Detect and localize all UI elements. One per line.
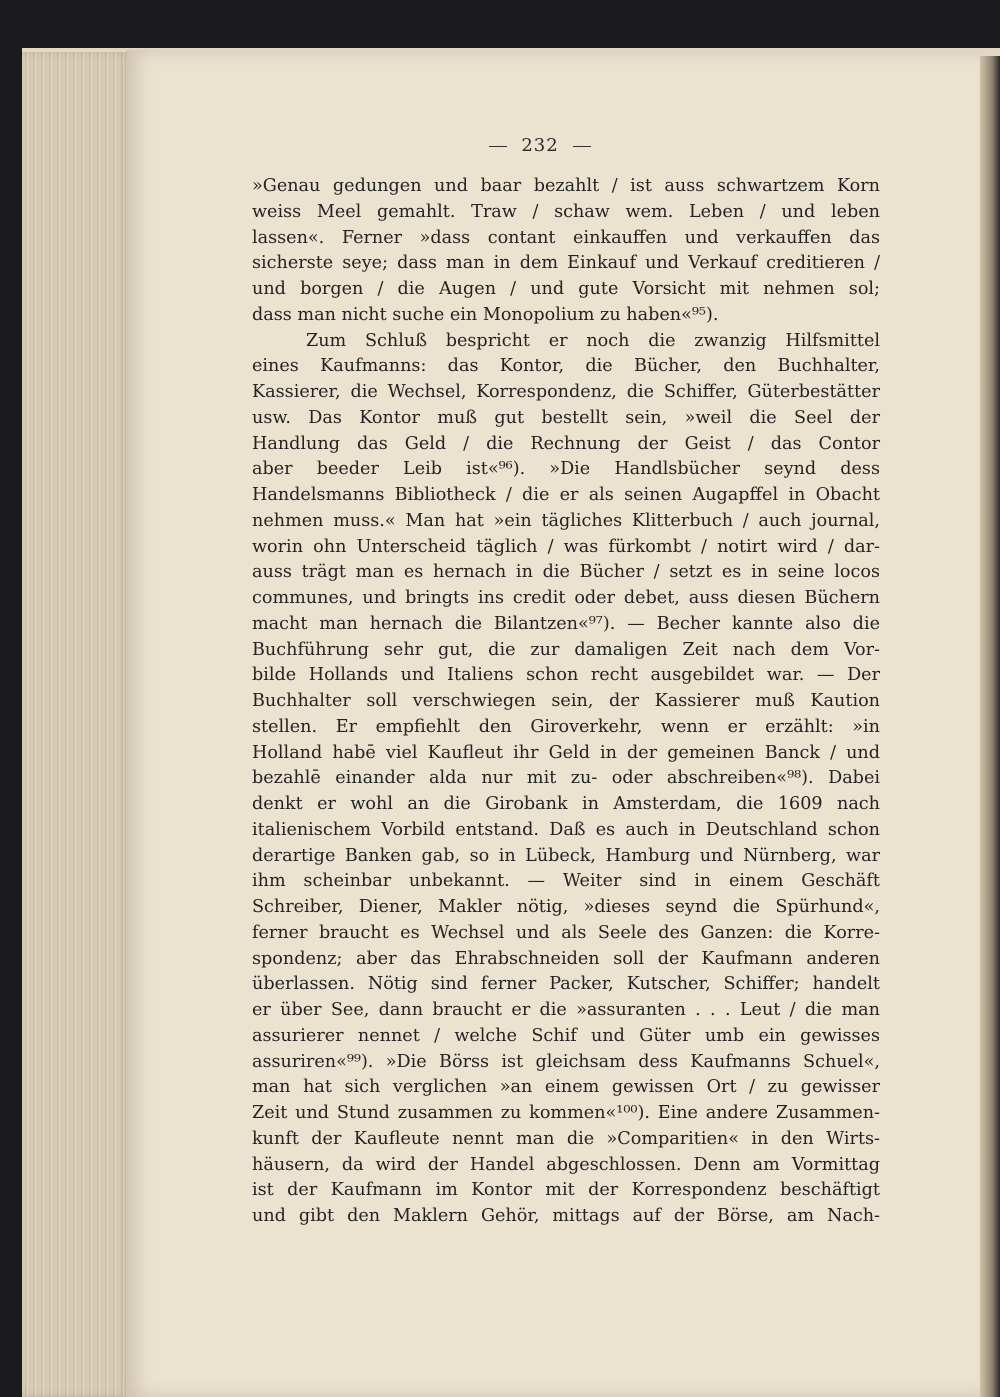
text-line: nehmen muss.« Man hat »ein tägliches Klitterbuch / auch journal, — [252, 510, 880, 531]
text-line: worin ohn Unterscheid täglich / was fürkombt / notirt wird / dar- — [252, 536, 880, 557]
text-line: Buchführung sehr gut, die zur damaligen Zeit nach dem Vor- — [252, 639, 880, 660]
text-line: ihm scheinbar unbekannt. — Weiter sind in einem Geschäft — [252, 871, 880, 892]
text-line: dass man nicht suche ein Monopolium zu haben«⁹⁵). — [252, 304, 719, 325]
text-line: Zum Schluß bespricht er noch die zwanzig Hilfsmittel — [306, 330, 880, 351]
text-line: assurierer nennet / welche Schif und Güter umb ein gewisses — [252, 1025, 880, 1046]
text-line: kunft der Kaufleute nennt man die »Comparitien« in den Wirts- — [252, 1128, 880, 1149]
page-right-edge — [980, 56, 1000, 1397]
text-line: häusern, da wird der Handel abgeschlossen. Denn am Vormittag — [252, 1154, 880, 1175]
text-line: »Genau gedungen und baar bezahlt / ist auss schwartzem Korn — [252, 176, 880, 196]
text-line: denkt er wohl an die Girobank in Amsterdam, die 1609 nach — [252, 794, 880, 814]
text-line: ferner braucht es Wechsel und als Seele des Ganzen: die Korre- — [252, 922, 880, 943]
text-line: bezahlē einander alda nur mit zu- oder abschreiben«⁹⁸). Dabei — [252, 768, 880, 789]
text-line: assuriren«⁹⁹). »Die Börss ist gleichsam dess Kaufmanns Schuel«, — [252, 1051, 880, 1072]
text-line: auss trägt man es hernach in die Bücher / setzt es in seine locos — [252, 562, 880, 583]
text-line: macht man hernach die Bilantzen«⁹⁷). — Becher kannte also die — [252, 613, 880, 634]
text-line: stellen. Er empfiehlt den Giroverkehr, wenn er erzählt: »in — [252, 716, 880, 737]
text-line: bilde Hollands und Italiens schon recht ausgebildet war. — Der — [252, 665, 880, 686]
dash-left — [489, 146, 507, 147]
text-line: derartige Banken gab, so in Lübeck, Hamburg und Nürnberg, war — [252, 845, 880, 866]
text-line: Kassierer, die Wechsel, Korrespondenz, die Schiffer, Güterbestätter — [252, 382, 880, 402]
text-line: lassen«. Ferner »dass contant einkauffen und verkauffen das — [252, 227, 880, 248]
text-line: und borgen / die Augen / und gute Vorsicht mit nehmen sol; — [252, 279, 880, 299]
text-line: italienischem Vorbild entstand. Daß es auch in Deutschland schon — [252, 819, 880, 840]
text-line: Handlung das Geld / die Rechnung der Geist / das Contor — [252, 433, 880, 454]
text-line: Buchhalter soll verschwiegen sein, der Kassierer muß Kaution — [252, 691, 880, 711]
text-line: eines Kaufmanns: das Kontor, die Bücher, den Buchhalter, — [252, 356, 880, 377]
text-line: Handelsmanns Bibliotheck / die er als seinen Augapffel in Obacht — [252, 485, 880, 505]
text-line: usw. Das Kontor muß gut bestellt sein, »weil die Seel der — [252, 407, 880, 428]
text-line: man hat sich verglichen »an einem gewissen Ort / zu gewisser — [252, 1077, 880, 1098]
text-line: Zeit und Stund zusammen zu kommen«¹⁰⁰). Eine andere Zusammen- — [252, 1103, 880, 1123]
text-line: und gibt den Maklern Gehör, mittags auf der Börse, am Nach- — [252, 1206, 880, 1226]
text-line: spondenz; aber das Ehrabschneiden soll der Kaufmann anderen — [252, 948, 880, 969]
dash-right — [573, 146, 591, 147]
text-line: ist der Kaufmann im Kontor mit der Korrespondenz beschäftigt — [252, 1180, 880, 1201]
page-number-header — [440, 135, 640, 156]
body-text — [252, 174, 880, 1230]
text-line: aber beeder Leib ist«⁹⁶). »Die Handlsbücher seynd dess — [252, 459, 880, 480]
text-line: sicherste seye; dass man in dem Einkauf und Verkauf creditieren / — [252, 253, 880, 274]
text-line: er über See, dann braucht er die »assuranten . . . Leut / die man — [252, 1000, 880, 1020]
text-line: weiss Meel gemahlt. Traw / schaw wem. Leben / und leben — [252, 201, 880, 222]
text-line: communes, und bringts ins credit oder debet, auss diesen Büchern — [252, 588, 880, 608]
page-number: 232 — [521, 135, 559, 156]
text-line: Holland habē viel Kaufleut ihr Geld in der gemeinen Banck / und — [252, 742, 880, 763]
text-line: überlassen. Nötig sind ferner Packer, Kutscher, Schiffer; handelt — [252, 974, 880, 995]
text-line: Schreiber, Diener, Makler nötig, »dieses seynd die Spürhund«, — [252, 897, 880, 917]
page-stack-edge — [22, 52, 132, 1397]
